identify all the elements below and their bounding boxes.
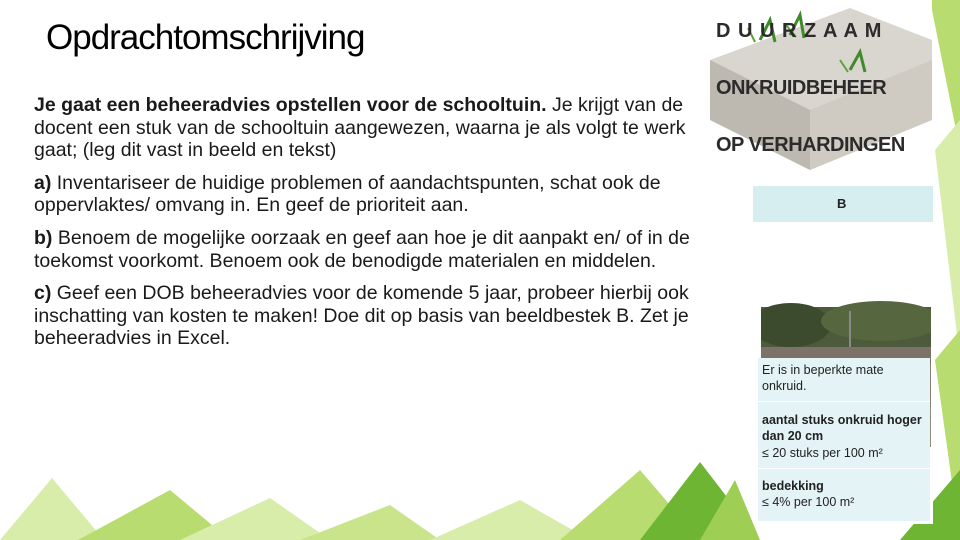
criterion-2-title: bedekking — [762, 479, 824, 493]
page-title: Opdrachtomschrijving — [46, 18, 365, 57]
criteria-divider-2 — [758, 468, 930, 469]
task-b — [34, 227, 724, 272]
criteria-divider-1 — [758, 401, 930, 402]
intro-bold: Je gaat een beheeradvies opstellen voor de schooltuin. — [34, 94, 547, 116]
beeldbestek-letter: B — [837, 196, 847, 211]
task-a-text: Inventariseer de huidige problemen of aandachtspunten, schat ook de oppervlaktes/ omvang in. En geef de prioriteit aan. — [34, 171, 661, 217]
criterion-1-value: ≤ 20 stuks per 100 m² — [762, 446, 883, 460]
logo-line-1: D U U R Z A A M — [716, 20, 883, 42]
beeldbestek-description: Er is in beperkte mate onkruid. — [762, 363, 884, 393]
task-c-text: Geef een DOB beheeradvies voor de komende 5 jaar, probeer hierbij ook inschatting van kosten te maken! Doe dit op basis van beeldbestek B. Zet je beheeradvies in Excel. — [34, 282, 689, 350]
task-c — [34, 282, 724, 350]
task-b-text: Benoem de mogelijke oorzaak en geef aan hoe je dit aanpakt en/ of in de toekomst voorkomt. Benoem ook de benodigde materialen en middelen. — [34, 226, 690, 272]
criterion-1-title: aantal stuks onkruid hoger dan 20 cm — [762, 413, 922, 443]
task-c-label: c) — [34, 282, 52, 305]
logo-line-2: ONKRUIDBEHEER — [716, 77, 887, 99]
task-b-label: b) — [34, 226, 53, 249]
beeldbestek-header — [753, 186, 933, 222]
intro-rest: Je krijgt van de docent een stuk van de schooltuin aangewezen, waarna je als volgt te werk gaat; (leg dit vast in beeld en tekst) — [34, 94, 686, 162]
criterion-2-value: ≤ 4% per 100 m² — [762, 495, 855, 509]
logo-line-3: OP VERHARDINGEN — [716, 134, 905, 156]
task-a — [34, 172, 724, 217]
intro-paragraph — [34, 94, 724, 162]
task-a-label: a) — [34, 171, 52, 194]
duurzaam-onkruidbeheer-logo — [700, 0, 932, 178]
assignment-text — [34, 94, 724, 360]
